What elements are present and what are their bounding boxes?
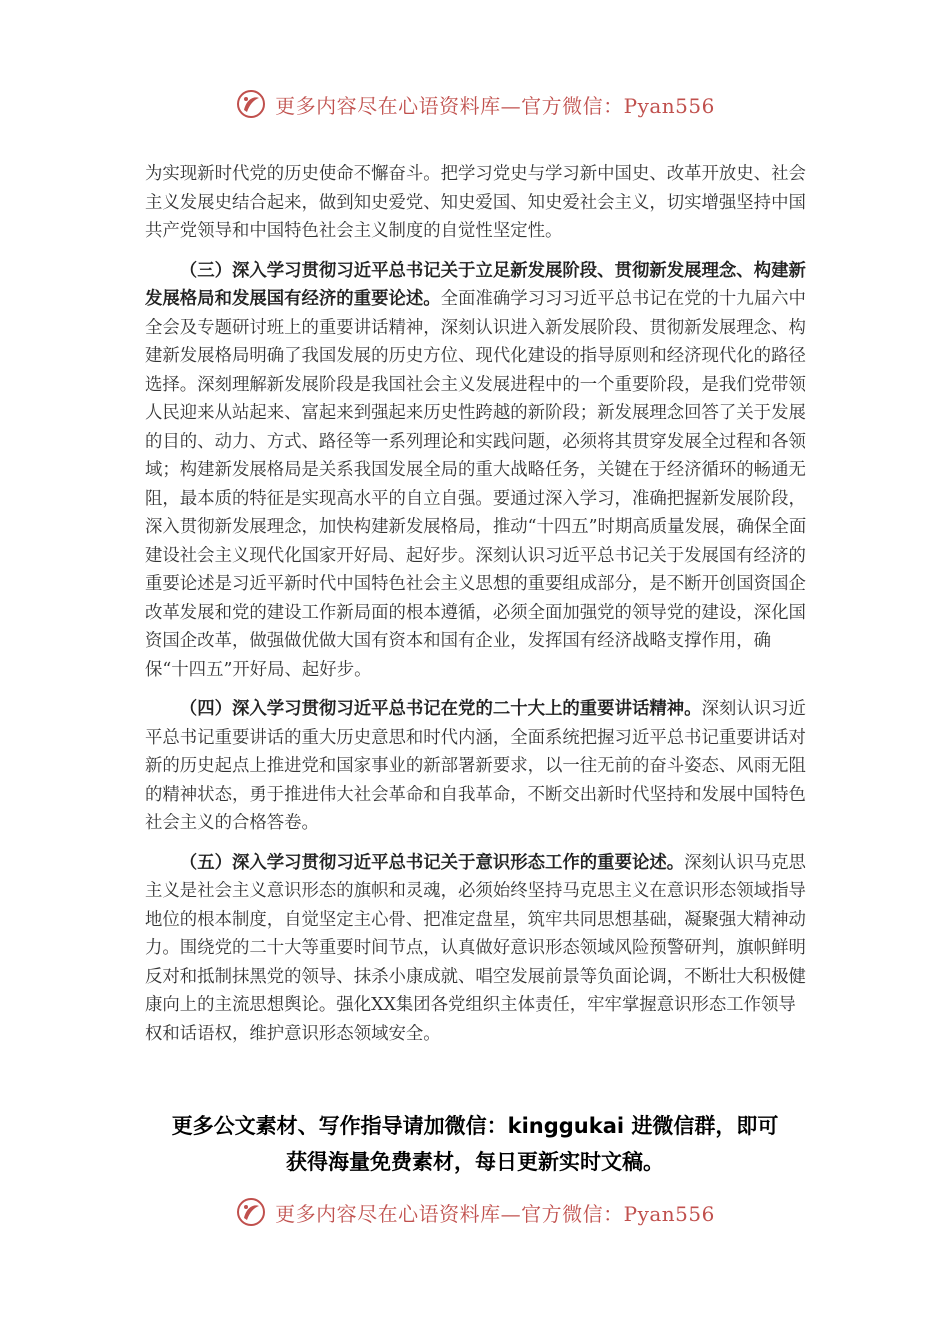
promo-line-2: 获得海量免费素材，每日更新实时文稿。 (286, 1150, 664, 1174)
promo-line-1: 更多公文素材、写作指导请加微信：kinggukai 进微信群，即可 (171, 1114, 779, 1138)
paragraph-text: 深刻认识习近平总书记重要讲话的重大历史意思和时代内涵，全面系统把握习近平总书记重要讲话对新的历史起点上推进党和国家事业的新部署新要求，以一往无前的奋斗姿态、风雨无阻的精神状态，勇于推进伟大社会革命和自我革命，不断交出新时代坚持和发展中国特色社会主义的合格答卷。 (145, 699, 806, 833)
watermark-logo-icon (235, 88, 267, 120)
paragraph-text: 为实现新时代党的历史使命不懈奋斗。把学习党史与学习新中国史、改革开放史、社会主义发展史结合起来，做到知史爱党、知史爱国、知史爱社会主义，切实增强坚持中国共产党领导和中国特色社会主义制度的自觉性坚定性。 (145, 164, 806, 241)
watermark-text: 更多内容尽在心语资料库—官方微信：Pyan556 (275, 1201, 715, 1226)
paragraph-heading: （五）深入学习贯彻习近平总书记关于意识形态工作的重要论述。 (179, 852, 685, 873)
paragraph-1 (145, 160, 807, 246)
paragraph-text: 深刻认识马克思主义是社会主义意识形态的旗帜和灵魂，必须始终坚持马克思主义在意识形态领域指导地位的根本制度，自觉坚定主心骨、把准定盘星，筑牢共同思想基础，凝聚强大精神动力。围绕党的二十大等重要时间节点，认真做好意识形态领域风险预警研判，旗帜鲜明反对和抵制抹黑党的领导、抹杀小康成就、唱空发展前景等负面论调，不断壮大积极健康向上的主流思想舆论。强化XX集团各党组织主体责任，牢牢掌握意识形态工作领导权和话语权，维护意识形态领域安全。 (145, 852, 806, 1044)
paragraph-text: 全面准确学习习习近平总书记在党的十九届六中全会及专题研讨班上的重要讲话精神，深刻认识进入新发展阶段、贯彻新发展理念、构建新发展格局明确了我国发展的历史方位、现代化建设的指导原则和经济现代化的路径选择。深刻理解新发展阶段是我国社会主义发展进程中的一个重要阶段，是我们党带领人民迎来从站起来、富起来到强起来历史性跨越的新阶段；新发展理念回答了关于发展的目的、动力、方式、路径等一系列理论和实践问题，必须将其贯穿发展全过程和各领域；构建新发展格局是关系我国发展全局的重大战略任务，关键在于经济循环的畅通无阻，最本质的特征是实现高水平的自立自强。要通过深入学习，准确把握新发展阶段，深入贯彻新发展理念，加快构建新发展格局，推动“十四五”时期高质量发展，确保全面建设社会主义现代化国家开好局、起好步。深刻认识习近平总书记关于发展国有经济的重要论述是习近平新时代中国特色社会主义思想的重要组成部分，是不断开创国资国企改革发展和党的建设工作新局面的根本遵循，必须全面加强党的领导党的建设，深化国资国企改革，做强做优做大国有资本和国有企业，发挥国有经济战略支撑作用，确保“十四五”开好局、起好步。 (145, 289, 807, 680)
paragraph-4 (145, 849, 807, 1049)
footer-watermark (0, 1192, 950, 1232)
watermark-text: 更多内容尽在心语资料库—官方微信：Pyan556 (275, 93, 715, 118)
paragraph-heading: （四）深入学习贯彻习近平总书记在党的二十大上的重要讲话精神。 (179, 699, 702, 719)
paragraph-2 (145, 257, 807, 685)
header-watermark (0, 84, 950, 124)
document-body (145, 160, 807, 1048)
paragraph-heading: （三）深入学习贯彻习近平总书记关于立足新发展阶段、贯彻新发展理念、构建新发展格局和发展国有经济的重要论述。 (145, 260, 806, 309)
watermark-logo-icon (235, 1196, 267, 1228)
promo-notice (0, 1108, 950, 1180)
paragraph-3 (145, 695, 807, 838)
